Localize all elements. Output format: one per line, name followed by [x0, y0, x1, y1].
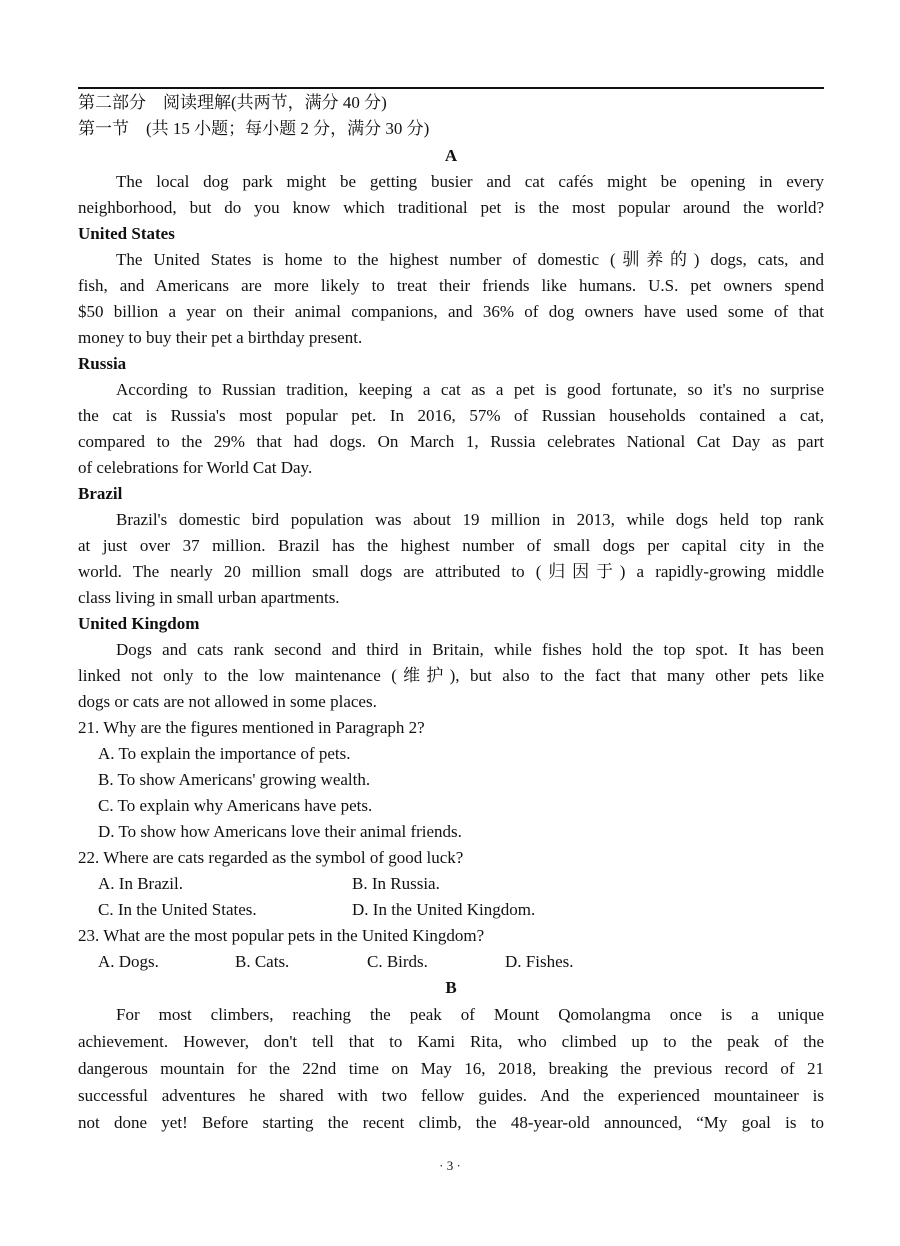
- question-23-option-d: D. Fishes.: [505, 952, 574, 971]
- passage-a-label: A: [444, 146, 458, 165]
- part-heading: 第二部分 阅读理解(共两节，满分 40 分): [78, 93, 387, 112]
- paragraph-line: neighborhood, but do you know which traditional pet is the most popular around the world?: [78, 198, 824, 217]
- paragraph-line: The United States is home to the highest number of domestic (驯养的) dogs, cats, and: [116, 250, 824, 269]
- question-21-stem: 21. Why are the figures mentioned in Paragraph 2?: [78, 718, 425, 737]
- subheading-uk: United Kingdom: [78, 614, 200, 633]
- section-heading: 第一节 (共 15 小题；每小题 2 分，满分 30 分): [78, 119, 430, 138]
- paragraph-line: For most climbers, reaching the peak of Mount Qomolangma once is a unique: [116, 1005, 824, 1024]
- paragraph-line: dogs or cats are not allowed in some places.: [78, 692, 377, 711]
- question-22-option-d: D. In the United Kingdom.: [352, 900, 536, 919]
- subheading-russia: Russia: [78, 354, 127, 373]
- paragraph-line: Brazil's domestic bird population was about 19 million in 2013, while dogs held top rank: [116, 510, 824, 529]
- question-21-option-d: D. To show how Americans love their animal friends.: [98, 822, 462, 841]
- paragraph-line: Dogs and cats rank second and third in Britain, while fishes hold the top spot. It has been: [116, 640, 824, 659]
- paragraph-line: dangerous mountain for the 22nd time on May 16, 2018, breaking the previous record of 21: [78, 1059, 824, 1078]
- question-21-option-c: C. To explain why Americans have pets.: [98, 796, 373, 815]
- question-22-option-b: B. In Russia.: [352, 874, 440, 893]
- paragraph-line: of celebrations for World Cat Day.: [78, 458, 313, 477]
- paragraph-line: successful adventures he shared with two fellow guides. And the experienced mountaineer is: [78, 1086, 824, 1105]
- paragraph-line: According to Russian tradition, keeping a cat as a pet is good fortunate, so it's no surprise: [116, 380, 824, 399]
- paragraph-line: at just over 37 million. Brazil has the highest number of small dogs per capital city in the: [78, 536, 824, 555]
- question-23-stem: 23. What are the most popular pets in the United Kingdom?: [78, 926, 485, 945]
- question-22-option-a: A. In Brazil.: [98, 874, 183, 893]
- paragraph-line: world. The nearly 20 million small dogs are attributed to (归因于) a rapidly-growing middle: [78, 562, 824, 581]
- paragraph-line: $50 billion a year on their animal companions, and 36% of dog owners have used some of that: [78, 302, 824, 321]
- paragraph-line: linked not only to the low maintenance (维护), but also to the fact that many other pets like: [78, 666, 824, 685]
- paragraph-line: compared to the 29% that had dogs. On March 1, Russia celebrates National Cat Day as part: [78, 432, 824, 451]
- question-21-option-a: A. To explain the importance of pets.: [98, 744, 351, 763]
- page-number: · 3 ·: [439, 1158, 461, 1173]
- paragraph-line: class living in small urban apartments.: [78, 588, 340, 607]
- paragraph-line: the cat is Russia's most popular pet. In 2016, 57% of Russian households contained a cat,: [78, 406, 824, 425]
- question-22-option-c: C. In the United States.: [98, 900, 257, 919]
- paragraph-line: achievement. However, don't tell that to Kami Rita, who climbed up to the peak of the: [78, 1032, 824, 1051]
- subheading-brazil: Brazil: [78, 484, 123, 503]
- passage-b-label: B: [445, 978, 457, 997]
- paragraph-line: not done yet! Before starting the recent climb, the 48-year-old announced, “My goal is to: [78, 1113, 824, 1132]
- paragraph-line: The local dog park might be getting busier and cat cafés might be opening in every: [116, 172, 824, 191]
- paragraph-line: money to buy their pet a birthday present.: [78, 328, 363, 347]
- question-21-option-b: B. To show Americans' growing wealth.: [98, 770, 371, 789]
- question-23-option-c: C. Birds.: [367, 952, 428, 971]
- paragraph-line: fish, and Americans are more likely to treat their friends like humans. U.S. pet owners spend: [78, 276, 824, 295]
- question-23-option-a: A. Dogs.: [98, 952, 159, 971]
- question-23-option-b: B. Cats.: [235, 952, 290, 971]
- subheading-us: United States: [78, 224, 175, 243]
- header-rule: [78, 87, 824, 89]
- question-22-stem: 22. Where are cats regarded as the symbol of good luck?: [78, 848, 464, 867]
